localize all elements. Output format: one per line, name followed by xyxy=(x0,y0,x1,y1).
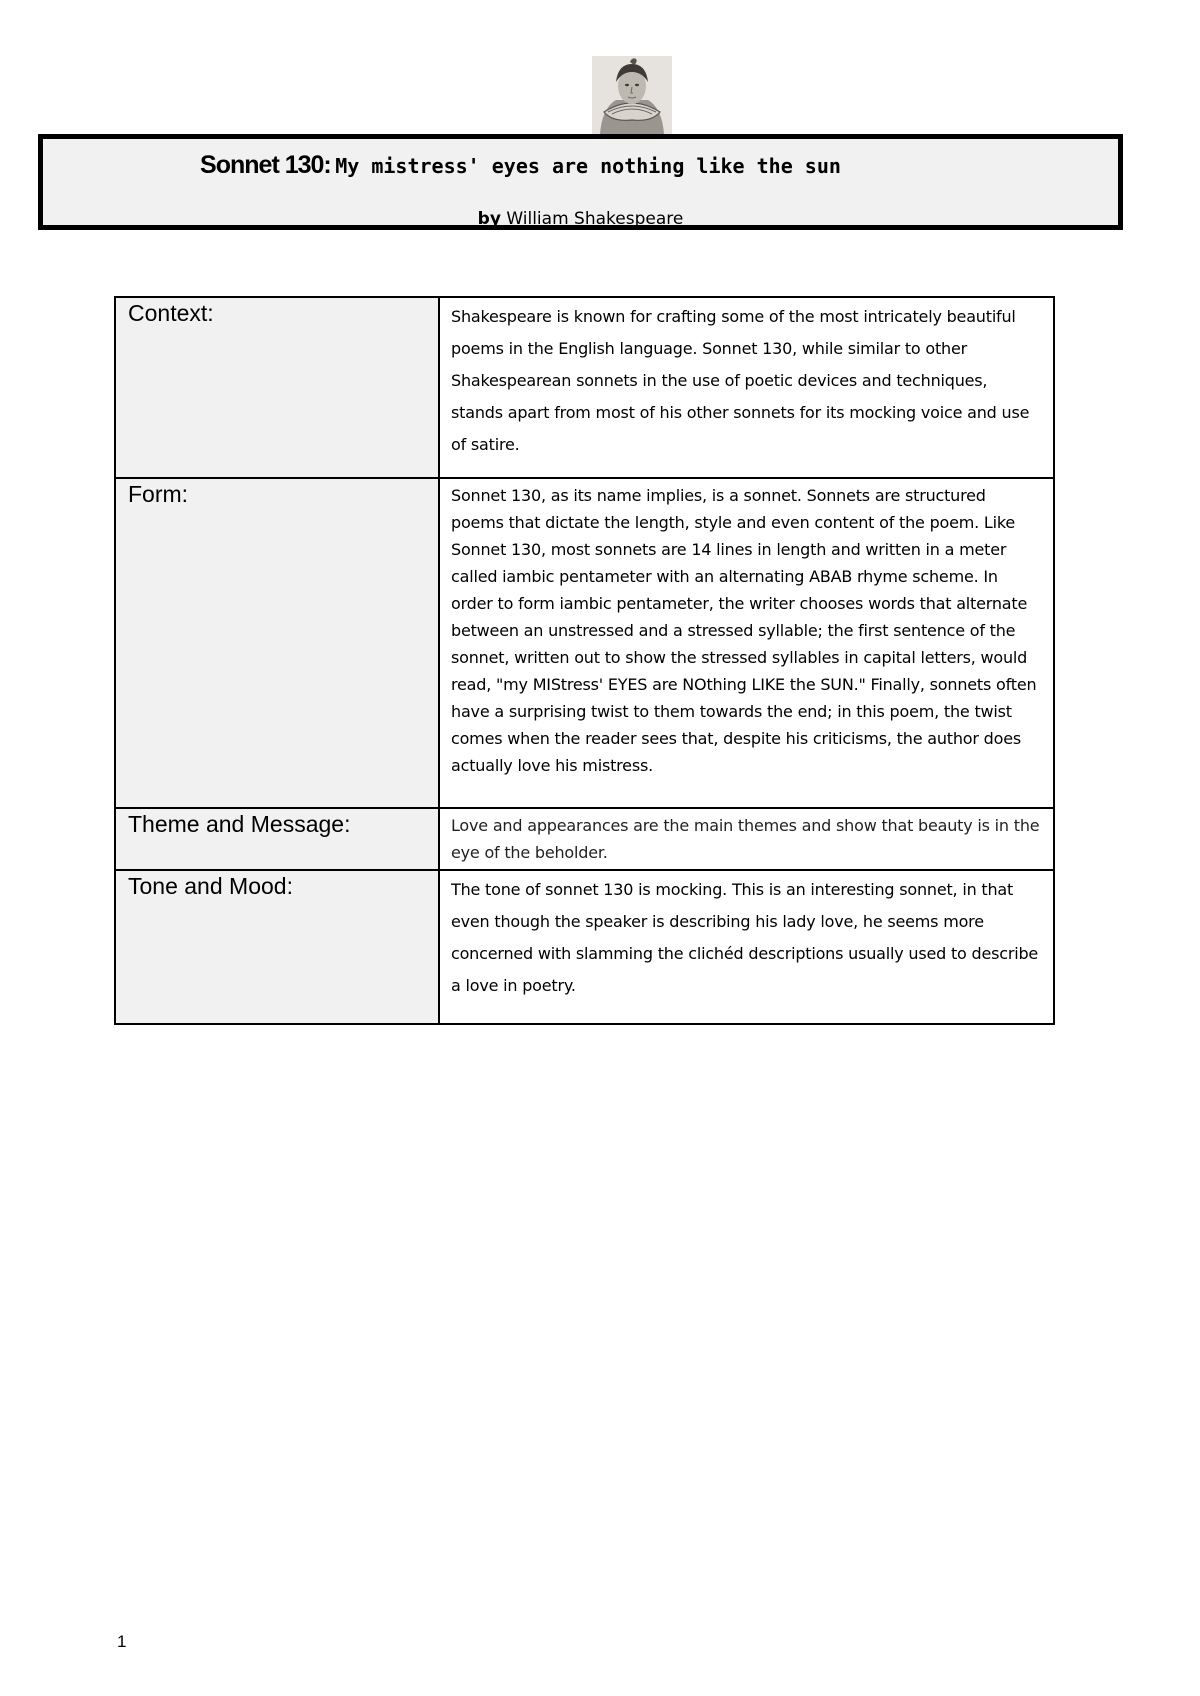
analysis-table xyxy=(114,296,1055,1025)
row-text: Love and appearances are the main themes and show that beauty is in the eye of the beholder. xyxy=(439,808,1054,870)
table-row-theme xyxy=(115,808,1054,870)
row-text: The tone of sonnet 130 is mocking. This is an interesting sonnet, in that even though the speaker is describing his lady love, he seems more concerned with slamming the clichéd descriptions usually used to describe a love in poetry. xyxy=(439,870,1054,1024)
row-label: Theme and Message: xyxy=(115,808,439,870)
by-label: by xyxy=(477,209,501,229)
byline xyxy=(43,209,1118,229)
row-label: Form: xyxy=(115,478,439,808)
table-row-form xyxy=(115,478,1054,808)
table-row-tone xyxy=(115,870,1054,1024)
title-box xyxy=(38,134,1123,230)
title-bold: Sonnet 130: xyxy=(200,151,331,179)
row-text: Sonnet 130, as its name implies, is a sonnet. Sonnets are structured poems that dictate the length, style and even content of the poem. Like Sonnet 130, most sonnets are 14 lines in length and written in a meter called iambic pentameter with an alternating ABAB rhyme scheme. In order to form iambic pentameter, the writer chooses words that alternate between an unstressed and a stressed syllable; the first sentence of the sonnet, written out to show the stressed syllables in capital letters, would read, "my MIStress' EYES are NOthing LIKE the SUN." Finally, sonnets often have a surprising twist to them towards the end; in this poem, the twist comes when the reader sees that, despite his criticisms, the author does actually love his mistress. xyxy=(439,478,1054,808)
row-label: Tone and Mood: xyxy=(115,870,439,1024)
row-text: Shakespeare is known for crafting some of the most intricately beautiful poems in the English language. Sonnet 130, while similar to other Shakespearean sonnets in the use of poetic devices and techniques, stands apart from most of his other sonnets for its mocking voice and use of satire. xyxy=(439,297,1054,478)
portrait-engraving-icon xyxy=(592,56,672,134)
row-label: Context: xyxy=(115,297,439,478)
title-subtitle: My mistress' eyes are nothing like the sun xyxy=(335,154,841,178)
page-number: 1 xyxy=(117,1632,127,1651)
table-row-context xyxy=(115,297,1054,478)
document-title xyxy=(43,151,1118,180)
author-name: William Shakespeare xyxy=(506,209,684,229)
